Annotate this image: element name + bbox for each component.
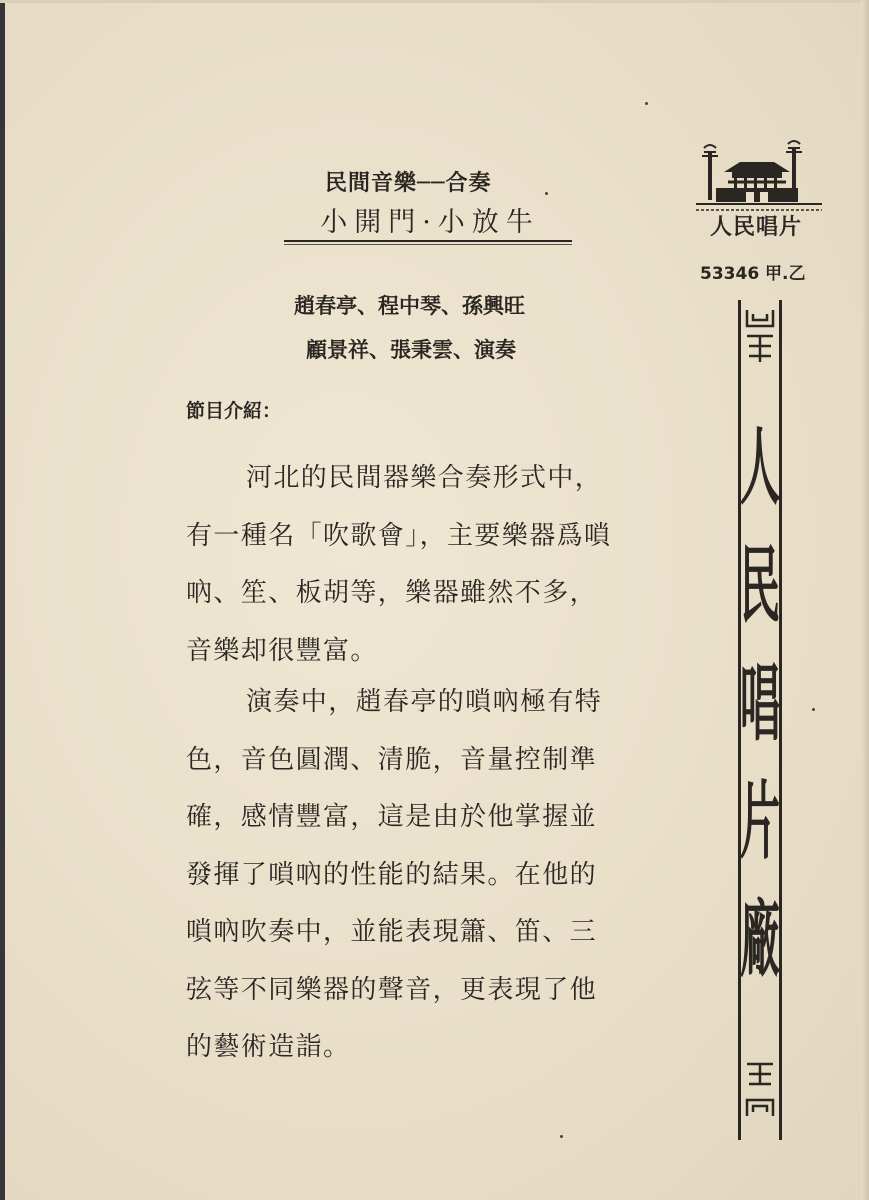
- vertical-char: 民: [740, 538, 780, 636]
- paragraph-line: 色，音色圓潤、清脆，音量控制準: [186, 744, 598, 775]
- page-top-edge: [0, 0, 869, 3]
- paper-speck: [560, 1135, 563, 1138]
- ornament-bottom-icon: [741, 1060, 779, 1120]
- vertical-brand-column: [738, 300, 782, 1140]
- vertical-char: 唱: [740, 656, 780, 754]
- brand-logo-text: 人民唱片: [709, 215, 802, 240]
- paragraph-line: 弦等不同樂器的聲音，更表現了他: [186, 974, 598, 1005]
- catalog-number: 53346 甲.乙: [700, 264, 806, 284]
- program-subtitle: 民間音樂──合奏: [325, 170, 492, 196]
- title-underline-thin: [284, 244, 572, 245]
- paragraph-line: 音樂却很豐富。: [186, 635, 378, 666]
- paragraph-line: 演奏中，趙春亭的嗩吶極有特: [246, 687, 603, 717]
- paragraph-line: 確，感情豐富，這是由於他掌握並: [186, 802, 598, 832]
- paragraph-line: 吶、笙、板胡等，樂器雖然不多，: [186, 578, 598, 608]
- paragraph-line: 河北的民間器樂合奏形式中，: [246, 463, 603, 493]
- performer-credits: [294, 284, 594, 372]
- paragraph-line: 發揮了嗩吶的性能的結果。在他的: [186, 859, 598, 890]
- intro-paragraph-1: [186, 450, 686, 680]
- vertical-char: 片: [740, 774, 780, 872]
- paragraph-line: 的藝術造詣。: [186, 1032, 351, 1062]
- title-underline: [284, 240, 572, 242]
- paragraph-line: 有一種名「吹歌會」，主要樂器爲嗩: [186, 520, 612, 551]
- performers-line-2: 顧景祥、張秉雲、演奏: [306, 337, 516, 362]
- program-title: 小開門·小放牛: [320, 207, 540, 238]
- paper-speck: [812, 708, 815, 711]
- paragraph-line: 嗩吶吹奏中，並能表現簫、笛、三: [186, 917, 598, 947]
- vertical-char: 廠: [740, 892, 780, 990]
- paper-speck: [545, 192, 548, 195]
- performers-line-1: 趙春亭、程中琴、孫興旺: [294, 293, 525, 318]
- vertical-brand-text: [741, 410, 779, 1000]
- paper-speck: [645, 102, 648, 105]
- program-intro-label: 節目介紹：: [186, 400, 282, 422]
- vertical-char: 人: [740, 420, 780, 518]
- page-left-edge: [0, 0, 5, 1200]
- page-right-edge: [861, 0, 869, 1200]
- intro-paragraph-2: [186, 674, 686, 1077]
